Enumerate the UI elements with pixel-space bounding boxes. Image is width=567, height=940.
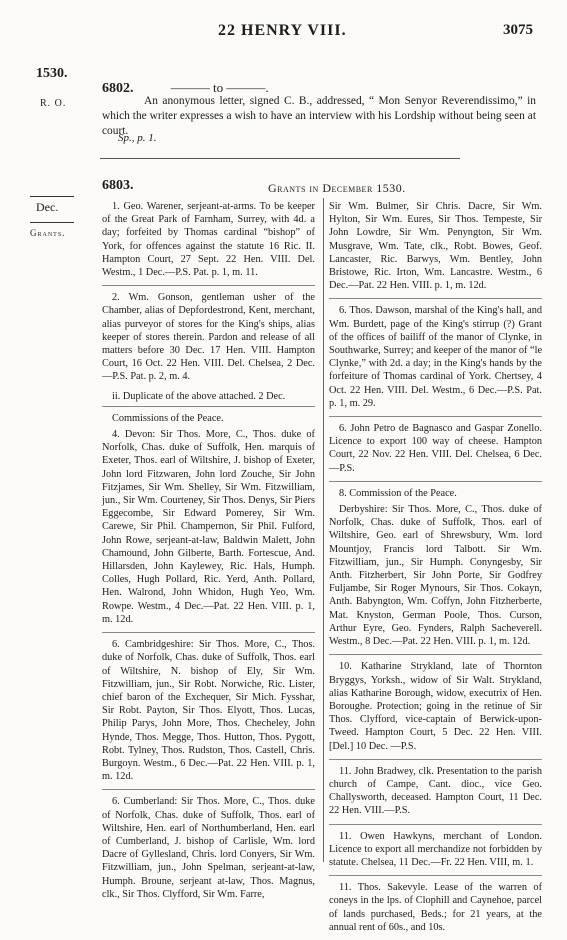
right-column bbox=[329, 200, 542, 940]
entry-rule bbox=[102, 406, 315, 407]
entry-rule bbox=[102, 285, 315, 286]
duplicate-note: ii. Duplicate of the above attached. 2 Dec. bbox=[112, 390, 286, 402]
entry-rule bbox=[329, 759, 542, 760]
grants-entry-number: 6803. bbox=[102, 178, 134, 193]
running-head bbox=[0, 22, 567, 42]
entry-rule bbox=[329, 298, 542, 299]
entry-rule bbox=[329, 416, 542, 417]
grant-entry: Sir Wm. Bulmer, Sir Chris. Dacre, Sir Wm. Hylton, Sir Wm. Eures, Sir Thos. Tempeste, Sir John Lowdre, Sir Wm. Penyngton, Sir Wm. Musgrave, Wm. Tate, clk., Robt. Bowes, Geof. Lancaster, Ric. Barwys, Wm. Bentley, John Bristowe, Ric. Irton, Wm. Lancastre. Westm., 6 Dec.—Pat. 22 Hen. VIII. p. 1, m. 12d. bbox=[329, 201, 542, 292]
entry-rule bbox=[329, 824, 542, 825]
grant-entry: Derbyshire: Sir Thos. More, C., Thos. duke of Norfolk, Chas. duke of Suffolk, Thos. earl of Wiltshire, Geo. earl of Shrewsbury, Wm. lord Mountjoy, Francis lord Talbott. Sir Wm. Fitzwilliam, jun., Sir Humph. Conyngesby, Sir Anth. Fitzherbert, Sir John Porte, Sir Godfrey Fuljambe, Sir Roger Mynours, Sir Thos. Cokayn, Anth. Babyngton, Wm. Coffyn, John Fitzherberte, Mat. Knyston, German Poole, Thos. Curson, Arthur Eyre, Geo. Fynders, Ralph Sacheverell. Westm., 8 Dec.—Pat. 22 Hen. VIII. p. 1, m. 12d. bbox=[329, 504, 542, 648]
entry-6802-body: An anonymous letter, signed C. B., addressed, “ Mon Senyor Reverendissimo,” in which the writer expresses a wish to have an interview with his Lordship without being seen at court. bbox=[102, 95, 536, 137]
section-divider bbox=[100, 158, 460, 159]
entry-rule bbox=[329, 481, 542, 482]
margin-grants-label: Grants. bbox=[30, 228, 66, 238]
margin-year: 1530. bbox=[36, 66, 68, 81]
entry-6802-title: ——— to ———. bbox=[170, 80, 269, 95]
margin-month: Dec. bbox=[36, 200, 59, 214]
margin-source-ro: R. O. bbox=[40, 98, 67, 109]
grant-entry: 11. Owen Hawkyns, merchant of London. Licence to export all merchandize not forbidden by statute. Chelsea, 11 Dec.—Fr. 22 Hen. VIII, m. 1. bbox=[329, 830, 542, 868]
grant-entry: 11. John Bradwey, clk. Presentation to the parish church of Campe, Cant. dioc., vice Geo. Challysworth, deceased. Hampton Court, 11 Dec. 22 Hen. VIII.—P.S. bbox=[329, 765, 542, 817]
grant-entry: 2. Wm. Gonson, gentleman usher of the Chamber, alias of Depfordestrond, Kent, merchant, alias purveyor of stores for the King's ships, alias keeper of stores therein. Pardon and release of all matters before 30 Dec. 17 Hen. VIII. Hampton Court, 16 Oct. 22 Hen. VIII. Del. Chelsea, 2 Dec. —P.S. Pat. p. 2, m. 4. bbox=[102, 292, 315, 383]
grant-entry: 11. Thos. Sakevyle. Lease of the warren of coneys in the lps. of Clophill and Caynehoe, parcel of lands purchased, Beds.; for 21 years, at the annual rent of 60s., and 10s. bbox=[329, 882, 542, 933]
column-divider bbox=[323, 198, 324, 862]
commission-heading: 8. Commission of the Peace. bbox=[339, 487, 457, 499]
grants-title: Grants in December 1530. bbox=[268, 181, 406, 195]
entry-6802-number: 6802. bbox=[102, 81, 134, 96]
entry-rule bbox=[102, 632, 315, 633]
grant-entry: 1. Geo. Warener, serjeant-at-arms. To be keeper of the Great Park of Farnham, Surrey, with 4d. a day; forfeited by Thomas cardinal “bishop” of York, for offences against the statute 16 Ric. II. Hampton Court, 27 Sept. 22 Hen. VIII. Del. Westm., 1 Dec.—P.S. Pat. p. 1, m. 11. bbox=[102, 201, 315, 279]
margin-rule-top bbox=[30, 196, 74, 197]
page-number: 3075 bbox=[503, 22, 533, 38]
grant-entry: 4. Devon: Sir Thos. More, C., Thos. duke of Norfolk, Chas. duke of Suffolk, Hen. marquis of Exeter, Thos. earl of Wiltshire, J. bishop of Exeter, John lord Fitzwaren, John lord Zouche, Sir John Fitzjames, Sir Wm. Shelley, Sir Wm. Fitzwilliam, jun., Sir Wm. Courteney, Sir Thos. Denys, Sir Piers Eggecombe, Sir Edward Pomerey, Sir Wm. Carewe, Sir Phil. Champernon, Sir Phil. Fulford, John Rowe, serjeant-at-law, Baldwin Malett, John Chamound, John Gilberte, Barth. Fortescue, And. Hillarsden, John Kaylewey, Ric. Hals, Humph. Colles, Hugh Pollard, Ric. Yerd, Anth. Pollard, Hen. Walrond, John Whidon, Hugh Yeo, Wm. Rowpe. Westm., 4 Dec.—Pat. 22 Hen. VIII. p. 1, m. 12d. bbox=[102, 429, 315, 625]
grant-entry: 6. John Petro de Bagnasco and Gaspar Zonello. Licence to export 100 way of cheese. Hampton Court, 22 Nov. 22 Hen. VIII. Del. Chelsea, 6 Dec.—P.S. bbox=[329, 423, 542, 474]
grant-entry: 6. Cumberland: Sir Thos. More, C., Thos. duke of Norfolk, Chas. duke of Suffolk, Thos. earl of Wiltshire, Hen. earl of Northumberland, Hen. earl of Cumberland, J. bishop of Carlisle, Wm. lord Dacre of Gyllesland, Chris. lord Conyers, Sir Wm. Fitzwilliam, jun., John Spelman, serjeant-at-law, Humph. Broune, serjeant at-law, Thos. Magnus, clk., Sir Thos. Clyfford, Sir Wm. Farre, bbox=[102, 796, 315, 900]
grant-entry: 6. Cambridgeshire: Sir Thos. More, C., Thos. duke of Norfolk, Chas. duke of Suffolk, Thos. earl of Wiltshire, N. bishop of Ely, Sir Wm. Fitzwilliam, jun., Sir Robt. Norwiche, Ric. Lister, chief baron of the Exchequer, Sir Mich. Fysshar, Sir Robt. Payton, Sir Thos. Elyott, Thos. Lucas, Philip Parys, John More, Thos. Checheley, John Hynde, Thos. Megge, Thos. Hutton, Thos. Pygott, Robt. Tylney, Thos. Rudston, Thos. Castell, Chris. Burgoyn. Westm., 6 Dec.—Pat. 22 Hen. VIII. p. 1, m. 12d. bbox=[102, 639, 315, 783]
left-column bbox=[102, 200, 315, 907]
grant-entry: 10. Katharine Strykland, late of Thornton Bryggys, Yorksh., widow of Sir Walt. Strykland, alias Katharine Borough, widow, executrix of Hen. Boroughe. Protection; going in the retinue of Sir Thos. Clyfford, vice-captain of Berwick-upon-Tweed. Hampton Court, 5 Dec. 22 Hen. VIII. [Del.] 10 Dec. —P.S. bbox=[329, 661, 542, 752]
margin-rule-middle bbox=[30, 222, 74, 223]
commissions-heading: Commissions of the Peace. bbox=[112, 412, 224, 424]
entry-rule bbox=[102, 789, 315, 790]
grant-entry: 6. Thos. Dawson, marshal of the King's hall, and Wm. Burdett, page of the King's stirrup (?) Grant of the offices of bailiff of the manor of Clynke, in Southwarke, Surrey; and keeper of the manor of “le Clynke,” with 2d. a day; in the King's hands by the forfeiture of Thomas cardinal of York. Chertsey, 4 Oct. 22 Hen. VIII. Del. Westm., 6 Dec.—P.S. Pat. p. 1, m. 29. bbox=[329, 305, 543, 409]
entry-rule bbox=[329, 654, 542, 655]
running-title: 22 HENRY VIII. bbox=[218, 22, 347, 39]
entry-rule bbox=[329, 875, 542, 876]
entry-6802-reference: Sp., p. 1. bbox=[118, 132, 157, 144]
